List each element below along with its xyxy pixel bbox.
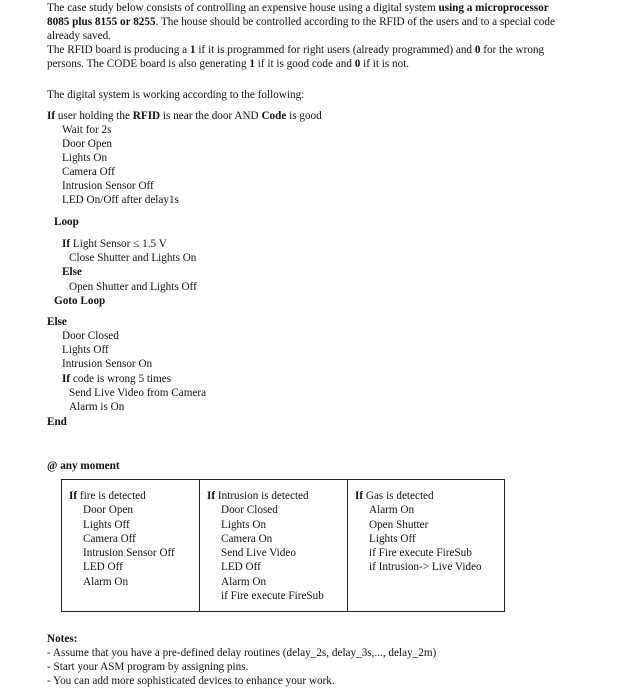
gas-action: Lights Off <box>369 532 416 545</box>
action-line: Camera Off <box>62 166 115 178</box>
intro-text: for the wrong persons. The CODE board is also generating <box>47 44 545 70</box>
condition-text: code is wrong 5 times <box>70 373 172 385</box>
intro-text: if it is good code and <box>254 58 355 70</box>
action-line: Lights Off <box>62 344 109 356</box>
algorithm-heading: The digital system is working according to the following: <box>47 89 305 101</box>
fire-action: Door Open <box>83 504 134 517</box>
note-item: - Start your ASM program by assigning pins. <box>47 661 249 673</box>
intro-value: 0 <box>354 58 361 70</box>
main-if-condition <box>47 109 322 123</box>
intro-text: if it is not. <box>360 58 410 70</box>
action-line: LED On/Off after delay1s <box>62 194 179 206</box>
intrusion-action: Alarm On <box>221 575 267 588</box>
action-line: Alarm is On <box>69 401 125 413</box>
keyword-else: Else <box>62 266 82 278</box>
keyword-if: If <box>62 373 71 385</box>
action-line: Intrusion Sensor Off <box>62 180 154 192</box>
keyword-if: If <box>47 110 56 122</box>
intro-text: . The house should be controlled according to the RFID of the users and to a special code already saved. <box>47 16 555 42</box>
condition-text: fire is detected <box>77 490 146 502</box>
fire-condition <box>69 489 193 503</box>
intro-value: 0 <box>474 44 481 56</box>
notes-title: Notes: <box>47 633 78 645</box>
intrusion-action: Camera On <box>221 532 273 545</box>
gas-action: Open Shutter <box>369 518 429 531</box>
intro-text: if it is programmed for right users (already programmed) and <box>195 44 475 56</box>
gas-action: if Intrusion-> Live Video <box>369 561 482 574</box>
condition-text: is good <box>286 110 322 122</box>
keyword-if: If <box>62 238 71 250</box>
intro-microprocessor: using a microprocessor 8085 plus 8155 or 8255 <box>47 2 549 28</box>
intro-text: The RFID board is producing a <box>47 44 190 56</box>
keyword-if: If <box>207 490 216 502</box>
fire-handler-cell <box>62 480 200 612</box>
gas-action: if Fire execute FireSub <box>369 547 472 560</box>
code-wrong-condition <box>62 372 171 386</box>
action-line: Lights On <box>62 152 108 164</box>
gas-action: Alarm On <box>369 504 415 517</box>
action-line: Send Live Video from Camera <box>69 387 207 399</box>
action-line: Intrusion Sensor On <box>62 358 153 370</box>
end-label: End <box>47 416 67 428</box>
fire-action: Alarm On <box>83 575 129 588</box>
fire-action: LED Off <box>83 561 123 574</box>
condition-text: user holding the <box>55 110 133 122</box>
condition-text: is near the door AND <box>160 110 262 122</box>
keyword-if: If <box>69 490 78 502</box>
condition-text: Gas is detected <box>363 490 434 502</box>
keyword-if: If <box>355 490 364 502</box>
any-moment-heading: @ any moment <box>47 460 120 472</box>
intro-value: 1 <box>249 58 255 70</box>
intrusion-action: Lights On <box>221 518 267 531</box>
intrusion-condition <box>207 489 341 503</box>
fire-action: Camera Off <box>83 532 136 545</box>
keyword-rfid: RFID <box>132 110 161 122</box>
intro-paragraph-1 <box>47 1 572 43</box>
fire-action: Lights Off <box>83 518 130 531</box>
intro-value: 1 <box>189 44 196 56</box>
intrusion-action: Door Closed <box>221 504 278 517</box>
note-item: - Assume that you have a pre-defined delay routines (delay_2s, delay_3s,..., delay_2m) <box>47 647 437 659</box>
gas-handler-cell <box>348 480 505 612</box>
light-sensor-condition <box>62 237 167 251</box>
intro-paragraph-2 <box>47 43 572 71</box>
fire-action: Intrusion Sensor Off <box>83 547 175 560</box>
intrusion-action: LED Off <box>221 561 261 574</box>
event-handlers-table <box>61 479 505 612</box>
keyword-else: Else <box>47 316 67 328</box>
intrusion-action: Send Live Video <box>221 547 296 560</box>
note-item: - You can add more sophisticated devices to enhance your work. <box>47 675 335 687</box>
condition-text: Light Sensor ≤ 1.5 V <box>70 238 167 250</box>
intrusion-action: if Fire execute FireSub <box>221 590 324 603</box>
action-line: Door Closed <box>62 330 119 342</box>
action-line: Door Open <box>62 138 113 150</box>
keyword-code: Code <box>261 110 287 122</box>
condition-text: Intrusion is detected <box>215 490 309 502</box>
gas-condition <box>355 489 498 503</box>
action-line: Wait for 2s <box>62 124 112 136</box>
goto-loop-label: Goto Loop <box>54 295 106 307</box>
intrusion-handler-cell <box>200 480 348 612</box>
intro-text: The case study below consists of controlling an expensive house using a digital system <box>47 2 439 14</box>
table-row <box>62 480 505 612</box>
loop-label: Loop <box>54 216 79 228</box>
action-line: Open Shutter and Lights Off <box>69 281 197 293</box>
action-line: Close Shutter and Lights On <box>69 252 197 264</box>
